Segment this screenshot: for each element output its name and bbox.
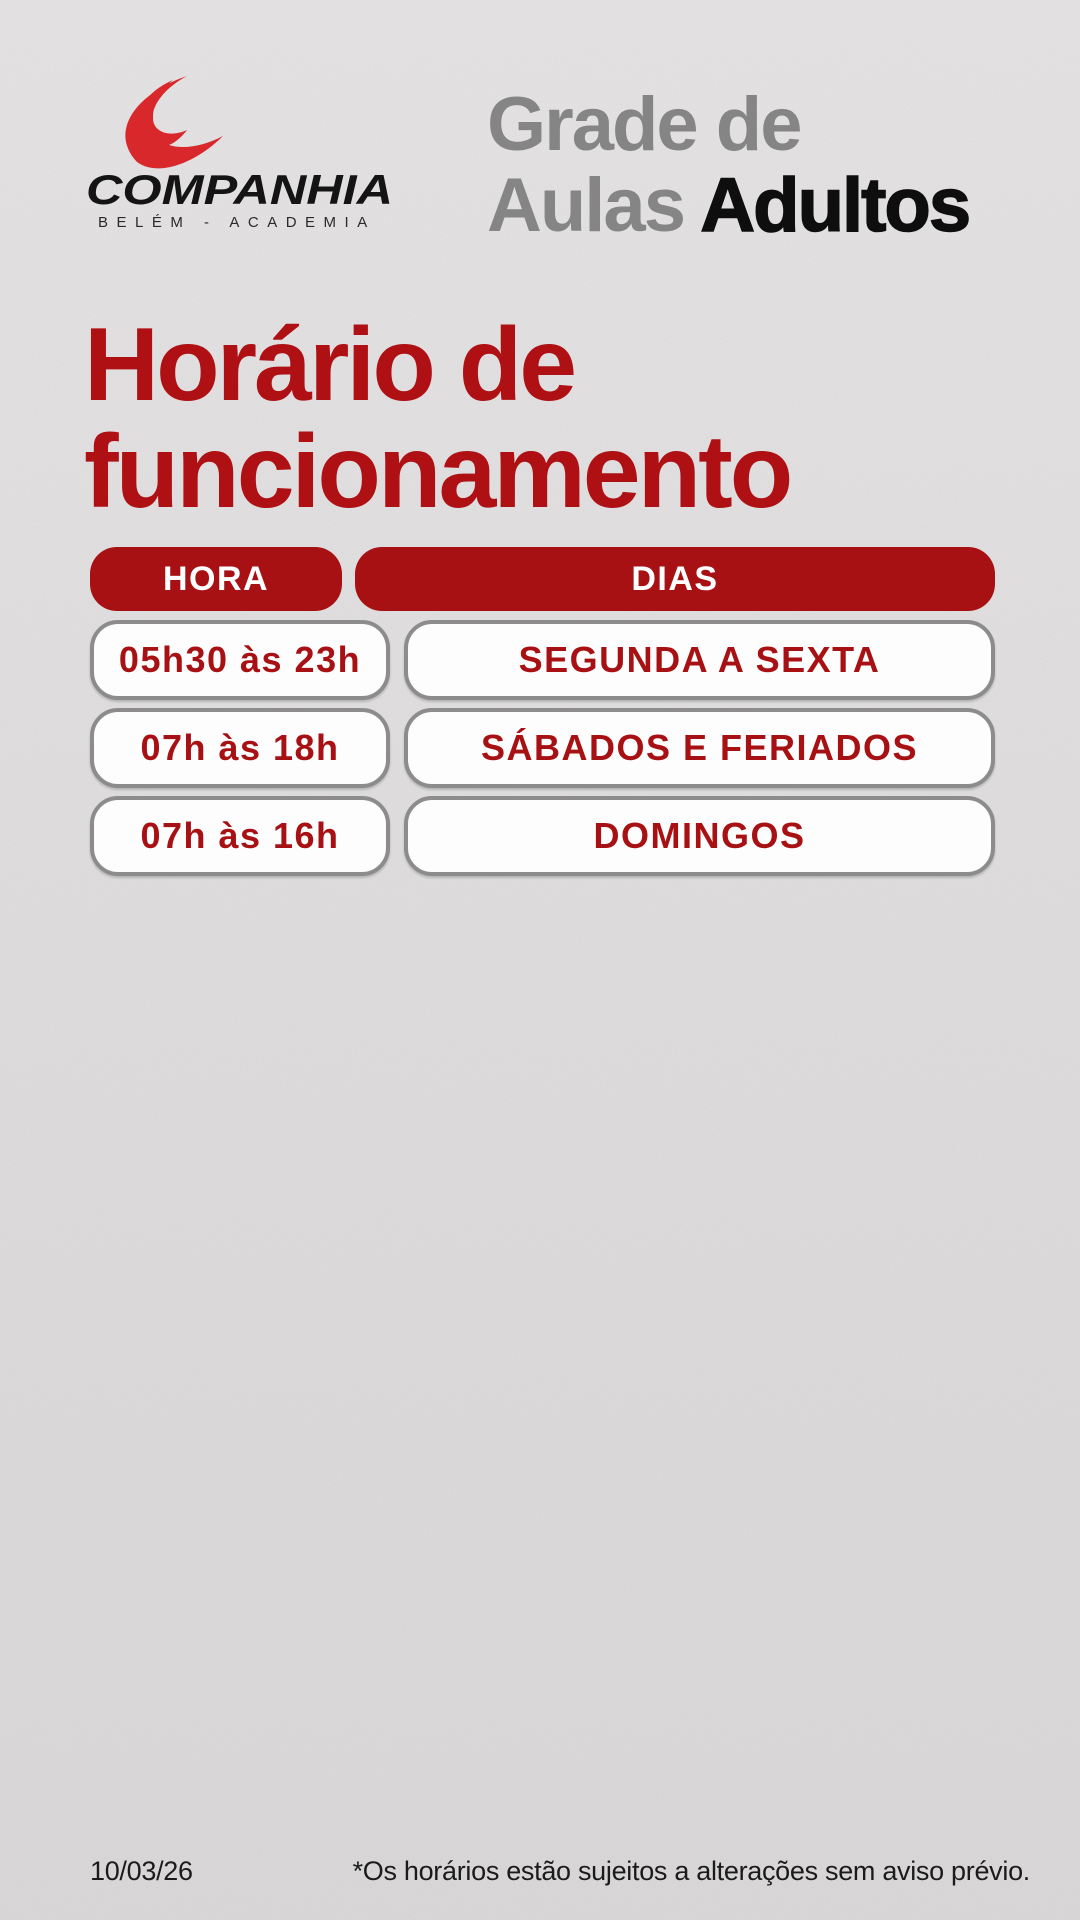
- table-row: [90, 796, 995, 876]
- footer-date: 10/03/26: [90, 1856, 193, 1886]
- cell-hora: 07h às 18h: [90, 708, 390, 788]
- section-heading-line1: Horário de: [84, 307, 575, 423]
- schedule-table: [90, 547, 995, 876]
- page-title-line1: Grade de: [487, 82, 801, 167]
- cell-dias: SEGUNDA A SEXTA: [404, 620, 995, 700]
- footer-disclaimer: *Os horários estão sujeitos a alterações sem aviso prévio.: [352, 1856, 1030, 1886]
- cell-hora: 05h30 às 23h: [90, 620, 390, 700]
- footer: [90, 1856, 1030, 1887]
- table-row: [90, 708, 995, 788]
- table-header-row: [90, 547, 995, 611]
- section-heading-line2: funcionamento: [84, 414, 791, 530]
- logo-brand-name: COMPANHIA: [86, 166, 394, 213]
- column-header-dias: DIAS: [355, 547, 995, 611]
- swoosh-icon: [95, 72, 235, 177]
- page-title: [487, 84, 969, 246]
- section-heading: [84, 307, 791, 530]
- page-title-line2-gray: Aulas: [487, 163, 701, 248]
- page-title-line2-black: Adultos: [700, 163, 970, 248]
- logo-subtitle: BELÉM - ACADEMIA: [98, 214, 376, 231]
- cell-hora: 07h às 16h: [90, 796, 390, 876]
- table-row: [90, 620, 995, 700]
- column-header-hora: HORA: [90, 547, 342, 611]
- cell-dias: DOMINGOS: [404, 796, 995, 876]
- cell-dias: SÁBADOS E FERIADOS: [404, 708, 995, 788]
- page-title-line2: [487, 165, 969, 246]
